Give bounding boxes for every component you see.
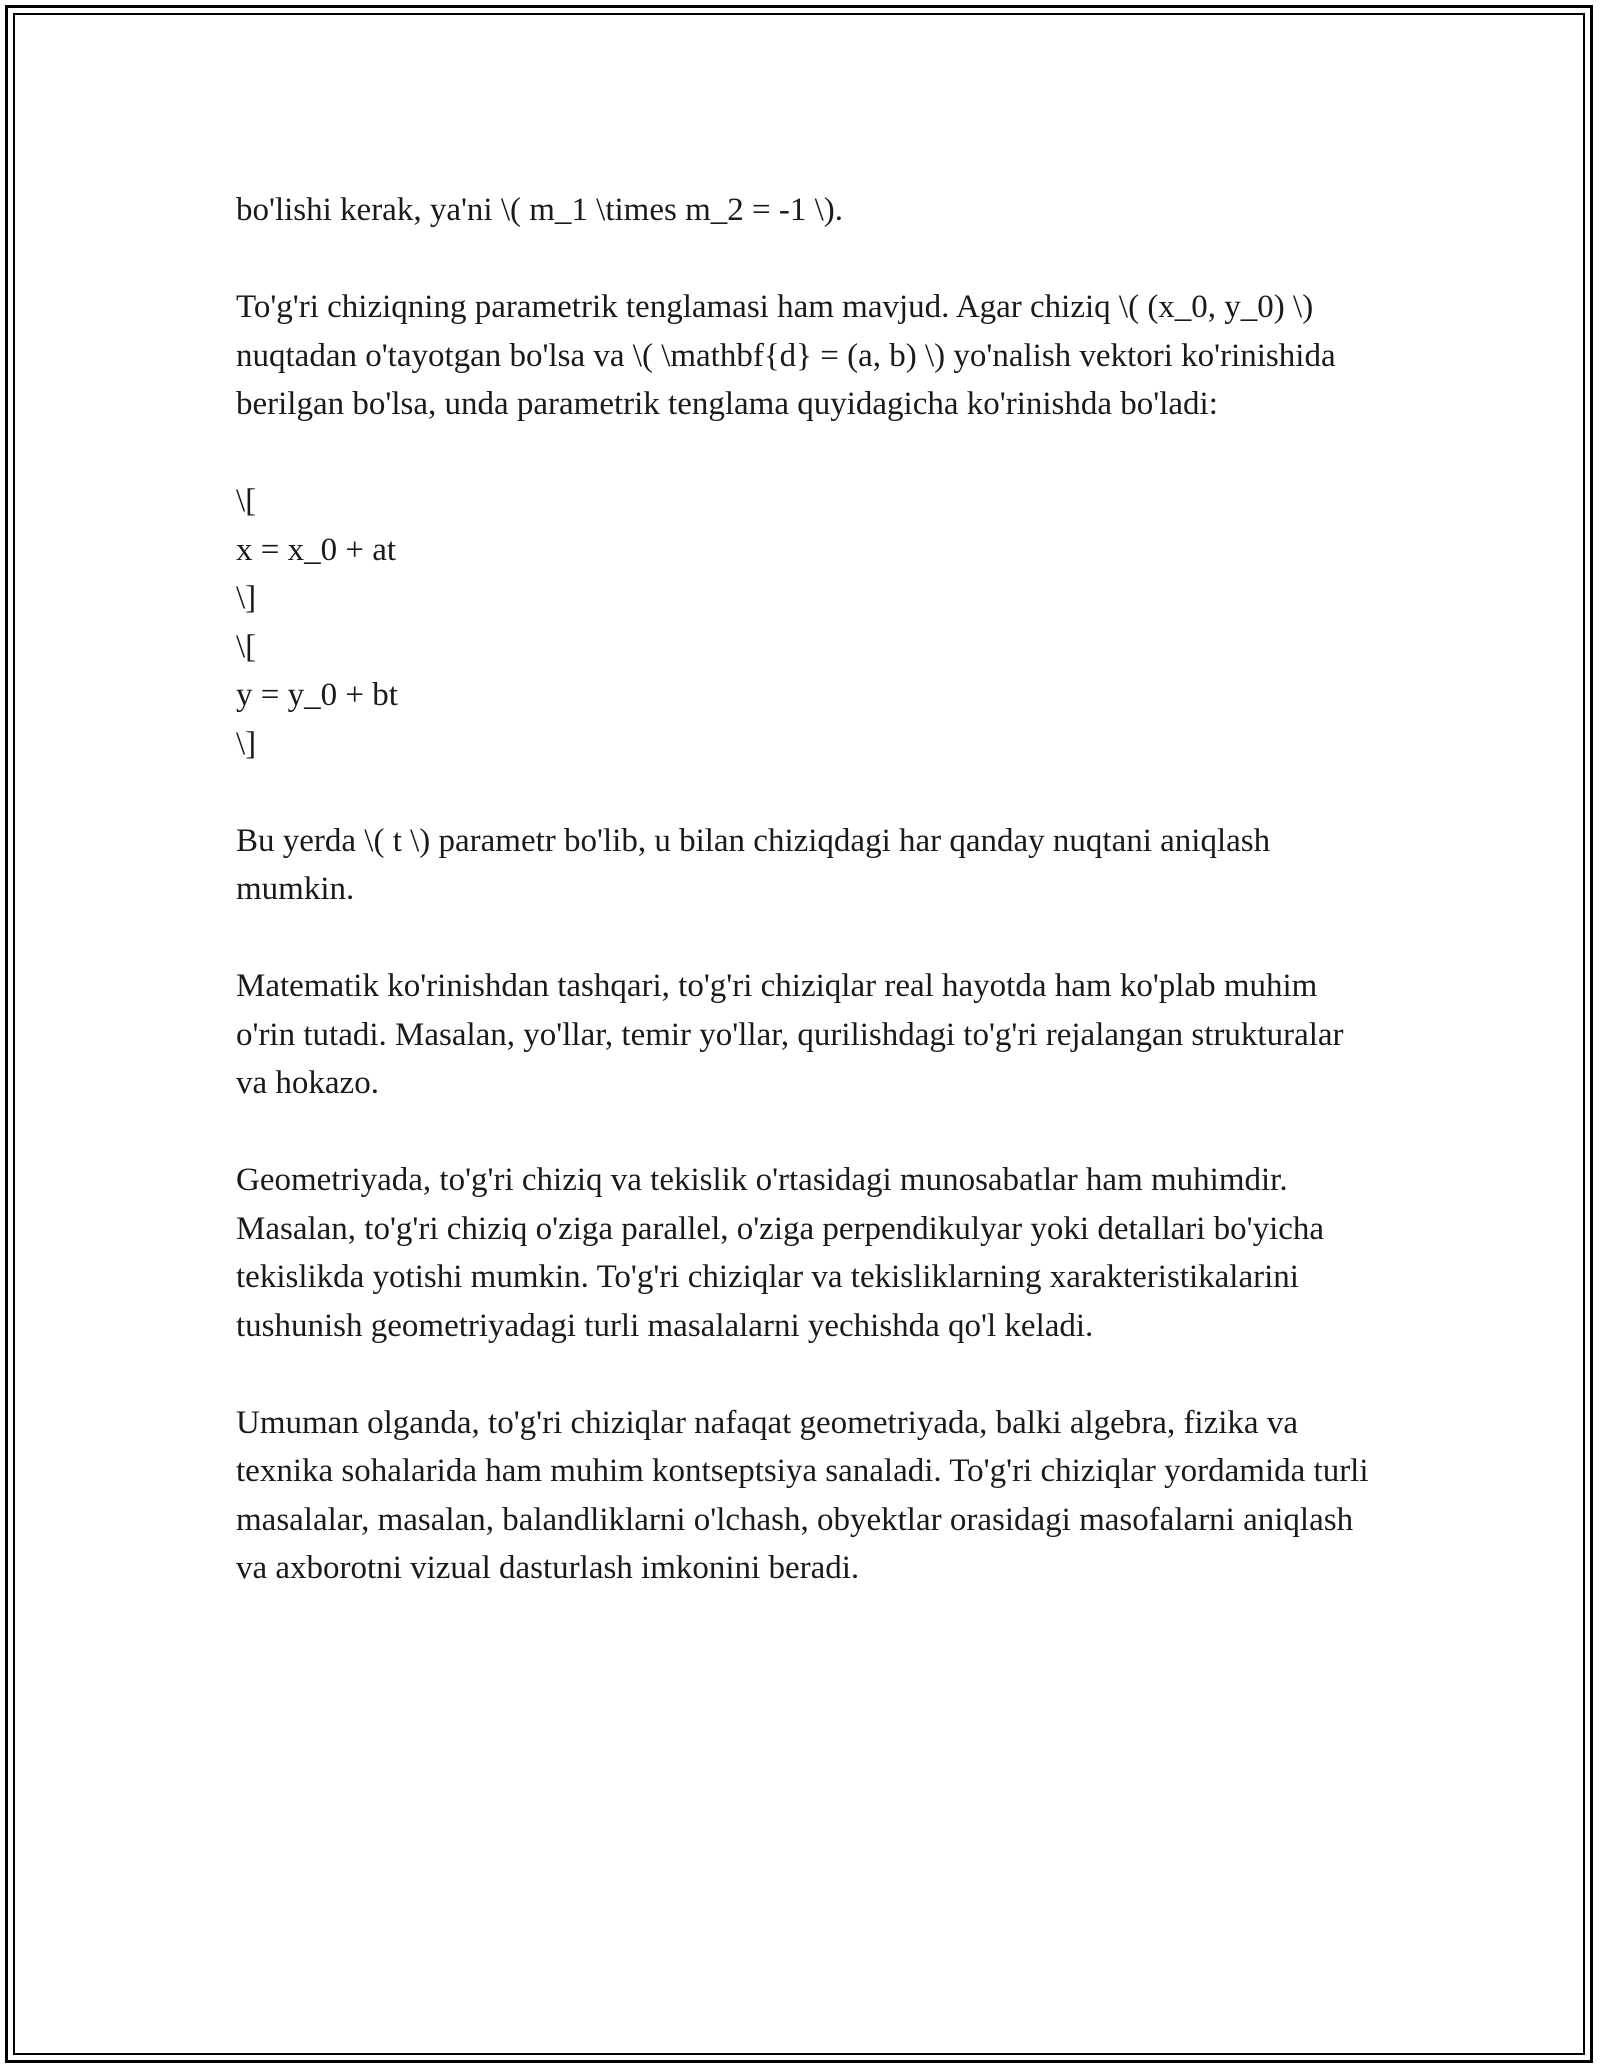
equation-x: x = x_0 + at xyxy=(236,531,397,568)
paragraph-conclusion: Umuman olganda, to'g'ri chiziqlar nafaqat geometriyada, balki algebra, fizika va texnika sohalarida ham muhim kontseptsiya sanaladi. To'g'ri chiziqlar yordamida turli masalalar, masalan, balandliklarni o'lchash, obyektlar orasidagi masofalarni aniqlash va axborotni vizual dasturlash imkonini beradi. xyxy=(236,1404,1369,1586)
parametric-equations xyxy=(236,477,1376,768)
paragraph-geometry-plane: Geometriyada, to'g'ri chiziq va tekislik o'rtasidagi munosabatlar ham muhimdir. Masalan, to'g'ri chiziq o'ziga parallel, o'ziga perpendikulyar yoki detallari bo'yicha tekislikda yotishi mumkin. To'g'ri chiziqlar va tekisliklarning xarakteristikalarini tushunish geometriyadagi turli masalalarni yechishda qo'l keladi. xyxy=(236,1162,1325,1344)
paragraph-real-life: Matematik ko'rinishdan tashqari, to'g'ri chiziqlar real hayotda ham ko'plab muhim o'rin tutadi. Masalan, yo'llar, temir yo'llar, qurilishdagi to'g'ri rejalangan strukturalar va hokazo. xyxy=(236,968,1344,1101)
paragraph-parameter-t: Bu yerda \( t \) parametr bo'lib, u bilan chiziqdagi har qanday nuqtani aniqlash mumkin. xyxy=(236,822,1271,907)
math-delimiter-open: \[ xyxy=(236,483,257,519)
math-delimiter-close: \] xyxy=(236,580,257,616)
math-delimiter-close: \] xyxy=(236,725,257,762)
math-delimiter-open: \[ xyxy=(236,628,257,665)
paragraph-parametric-intro: To'g'ri chiziqning parametrik tenglamasi ham mavjud. Agar chiziq \( (x_0, y_0) \) nuqtadan o'tayotgan bo'lsa va \( \mathbf{d} = (a, b) \) yo'nalish vektori ko'rinishida berilgan bo'lsa, unda parametrik tenglama quyidagicha ko'rinishda bo'ladi: xyxy=(236,289,1336,422)
equation-y: y = y_0 + bt xyxy=(236,677,398,713)
document-body xyxy=(236,186,1376,1641)
paragraph-perpendicular-condition: bo'lishi kerak, ya'ni \( m_1 \times m_2 = -1 \). xyxy=(236,192,844,228)
